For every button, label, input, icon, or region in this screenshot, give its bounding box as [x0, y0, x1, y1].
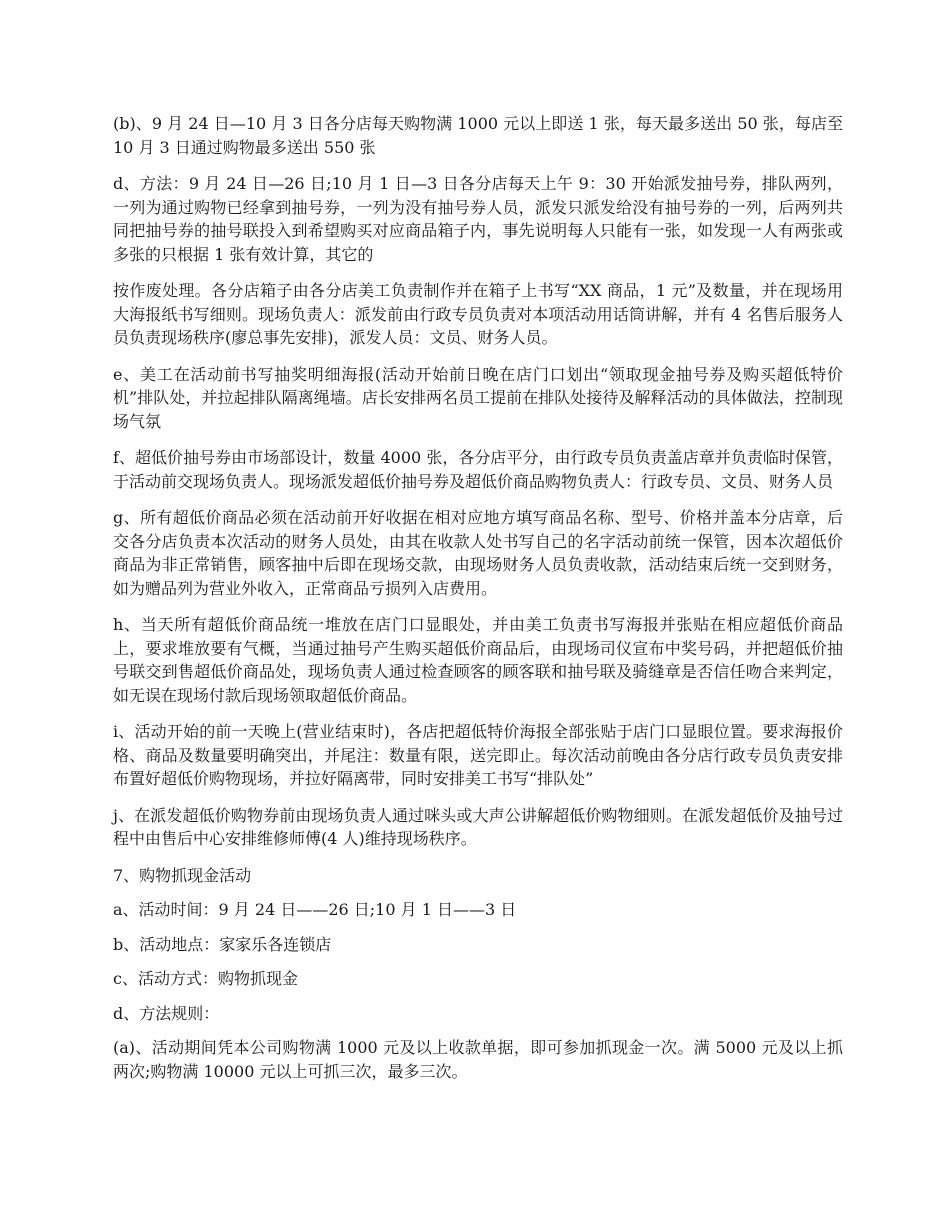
paragraph-g-receipts: g、所有超低价商品必须在活动前开好收据在相对应地方填写商品名称、型号、价格并盖本分店章，后交各分店负责本次活动的财务人员处，由其在收款人处书写自己的名字活动前统一保管，因本次超低价商品为非正常销售，顾客抽中后即在现场交款，由现场财务人员负责收款，活动结束后统一交到财务，如为赠品列为营业外收入，正常商品亏损列入店费用。 — [113, 508, 843, 598]
paragraph-b-location: b、活动地点：家家乐各连锁店 — [113, 934, 332, 954]
paragraph-e-poster: e、美工在活动前书写抽奖明细海报(活动开始前日晚在店门口划出“领取现金抽号券及购买超低特价机”排队处，并拉起排队隔离绳墙。店长安排两名员工提前在排队处接待及解释活动的具体做法，控制现场气氛 — [113, 364, 843, 431]
document-page — [113, 112, 843, 1096]
paragraph-d-rules: d、方法规则： — [113, 1003, 220, 1023]
paragraph-b-gift-limit: (b)、9 月 24 日—10 月 3 日各分店每天购物满 1000 元以上即送 1 张，每天最多送出 50 张，每店至 10 月 3 日通过购物最多送出 550 张 — [113, 114, 843, 157]
paragraph-d-method: d、方法：9 月 24 日—26 日;10 月 1 日—3 日各分店每天上午 9：30 开始派发抽号券，排队两列，一列为通过购物已经拿到抽号券，一列为没有抽号券人员，派发只派发给没有抽号券的一列，后两列共同把抽号券的抽号联投入到希望购买对应商品箱子内，事先说明每人只能有一张，如发现一人有两张或多张的只根据 1 张有效计算，其它的 — [113, 174, 843, 264]
paragraph-f-coupon-design: f、超低价抽号券由市场部设计，数量 4000 张，各分店平分，由行政专员负责盖店章并负责临时保管，于活动前交现场负责人。现场派发超低价抽号券及超低价商品购物负责人：行政专员、文员、财务人员 — [113, 448, 843, 491]
paragraph-c-format: c、活动方式：购物抓现金 — [113, 969, 298, 988]
paragraph-h-display: h、当天所有超低价商品统一堆放在店门口显眼处，并由美工负责书写海报并张贴在相应超低价商品上，要求堆放要有气概，当通过抽号产生购买超低价商品后，由现场司仪宣布中奖号码，并把超低价抽号联交到售超低价商品处，现场负责人通过检查顾客的顾客联和抽号联及骑缝章是否信任吻合来判定，如无误在现场付款后现场领取超低价商品。 — [113, 615, 843, 705]
paragraph-a-rule-detail: (a)、活动期间凭本公司购物满 1000 元及以上收款单据，即可参加抓现金一次。满 5000 元及以上抓两次;购物满 10000 元以上可抓三次，最多三次。 — [113, 1038, 843, 1081]
paragraph-i-night-before: i、活动开始的前一天晚上(营业结束时)，各店把超低特价海报全部张贴于店门口显眼位置。要求海报价格、商品及数量要明确突出，并尾注：数量有限，送完即止。每次活动前晚由各分店行政专员负责安排布置好超低价购物现场，并拉好隔离带，同时安排美工书写“排队处” — [113, 722, 843, 788]
section-heading-cash-grab: 7、购物抓现金活动 — [113, 865, 252, 885]
paragraph-j-explanation: j、在派发超低价购物券前由现场负责人通过咪头或大声公讲解超低价购物细则。在派发超低价及抽号过程中由售后中心安排维修师傅(4 人)维持现场秩序。 — [113, 805, 843, 848]
paragraph-d-method-continued: 按作废处理。各分店箱子由各分店美工负责制作并在箱子上书写“XX 商品，1 元”及数量，并在现场用大海报纸书写细则。现场负责人：派发前由行政专员负责对本项活动用话筒讲解，并有 4 名售后服务人员负责现场秩序(廖总事先安排)，派发人员：文员、财务人员。 — [113, 281, 843, 347]
paragraph-a-time: a、活动时间：9 月 24 日——26 日;10 月 1 日——3 日 — [113, 900, 517, 919]
